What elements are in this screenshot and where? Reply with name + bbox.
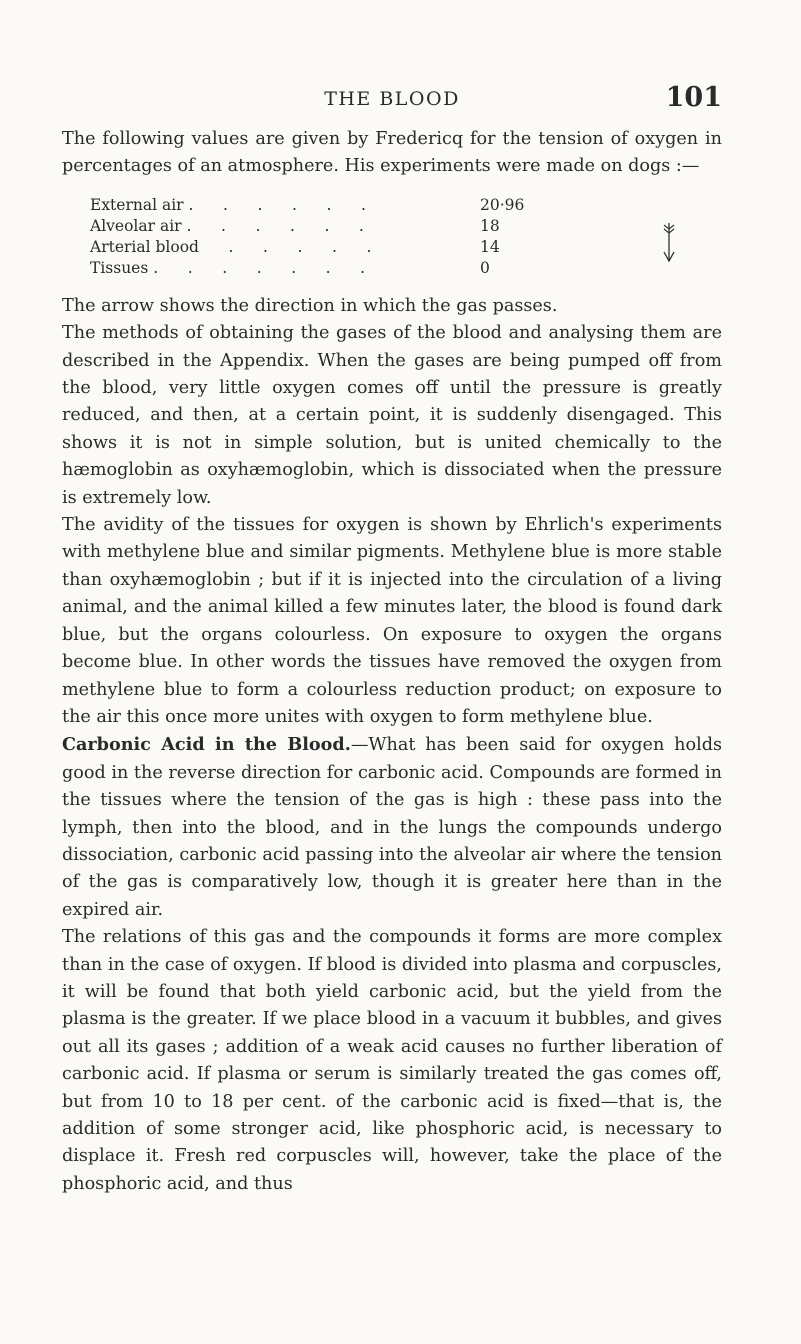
relations-paragraph: The relations of this gas and the compounds it forms are more complex than in the case of oxygen. If blood is divided into plasma and corpuscles, it will be found that both yield carbonic acid, but the yield from the plasma is the greater. If we place blood in a vacuum it bubbles, and gives out all its gases ; addition of a weak acid causes no further liberation of carbonic acid. If plasma or serum is similarly treated the gas comes off, but from 10 to 18 per cent. of the carbonic acid is fixed—that is, the addition of some stronger acid, like phosphoric acid, is necessary to displace it. Fresh red corpuscles will, however, take the place of the phosphoric acid, and thus: [62, 927, 722, 1194]
running-head: [62, 82, 722, 116]
table-row: [90, 258, 680, 279]
table-row: [90, 237, 680, 258]
avidity-paragraph: The avidity of the tissues for oxygen is shown by Ehrlich's experiments with methylene blue and similar pigments. Methylene blue is more stable than oxyhæmoglobin ; but if it is injected into the circulation of a living animal, and the animal killed a few minutes later, the blood is found dark blue, but the organs colourless. On exposure to oxygen the organs become blue. In other words the tissues have removed the oxygen from methylene blue to form a colourless reduction product; on exposure to the air this once more unites with oxygen to form methylene blue.: [62, 515, 722, 727]
body-text: [62, 126, 722, 1198]
row-label: Tissues . . . . . . .: [90, 258, 366, 277]
row-label: Arterial blood . . . . .: [90, 237, 372, 256]
row-value: 14: [480, 237, 500, 256]
row-value: 18: [480, 216, 500, 235]
carbonic-acid-paragraph: [62, 731, 722, 924]
arrow-note-paragraph: The arrow shows the direction in which the gas passes.: [62, 295, 558, 316]
carbonic-acid-text: —What has been said for oxygen holds good in the reverse direction for carbonic acid. Compounds are formed in the tissues where the tension of the gas is high : these pass into the lymph, then into the blood, and in the lungs the compounds undergo dissociation, carbonic acid passing into the alveolar air where the tension of the gas is comparatively low, though it is greater here than in the expired air.: [62, 735, 722, 920]
row-label: Alveolar air . . . . . .: [90, 216, 364, 235]
page-number: 101: [665, 82, 722, 113]
running-title: THE BLOOD: [324, 88, 460, 110]
row-value: 0: [480, 258, 490, 277]
intro-paragraph: The following values are given by Fredericq for the tension of oxygen in percentages of an atmosphere. His experiments were made on dogs :—: [62, 129, 722, 177]
methods-paragraph: The methods of obtaining the gases of the blood and analysing them are described in the Appendix. When the gases are being pumped off from the blood, very little oxygen comes off until the pressure is greatly reduced, and then, at a certain point, it is suddenly disengaged. This shows it is not in simple solution, but is united chemically to the hæmoglobin as oxyhæmoglobin, which is dissociated when the pressure is extremely low.: [62, 323, 722, 508]
section-heading: Carbonic Acid in the Blood.: [62, 734, 351, 756]
row-value: 20·96: [480, 195, 525, 214]
table-row: [90, 216, 680, 237]
table-row: [90, 195, 680, 216]
row-label: External air . . . . . .: [90, 195, 366, 214]
down-arrow-icon: [662, 221, 676, 263]
oxygen-tension-table: [90, 195, 680, 279]
